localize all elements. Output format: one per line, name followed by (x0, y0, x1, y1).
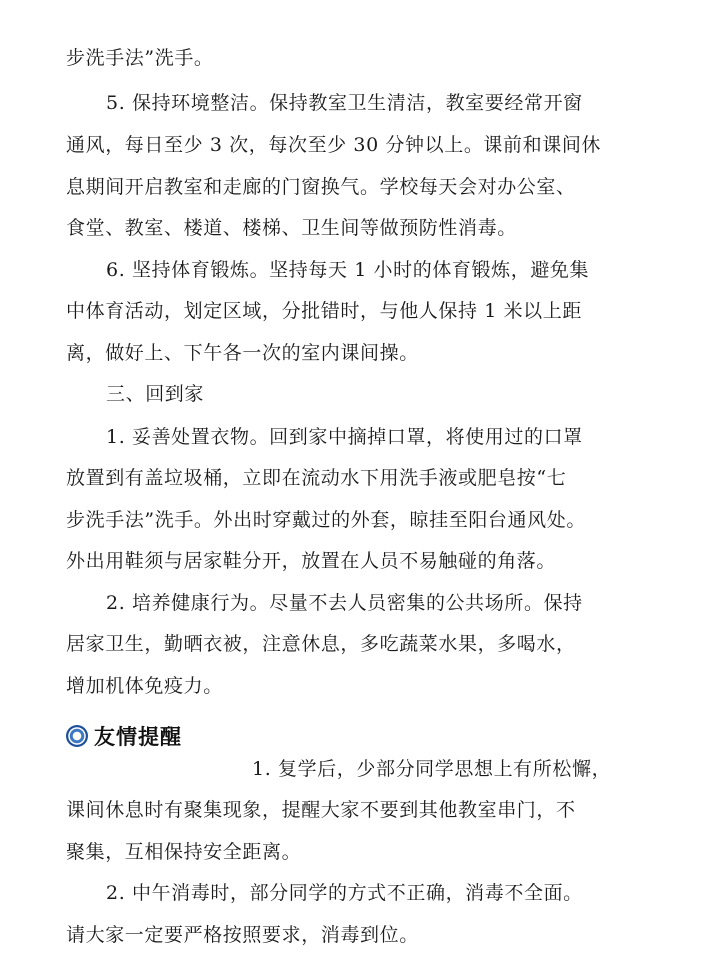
text-line: 1. 妥善处置衣物。回到家中摘掉口罩，将使用过的口罩 (106, 426, 583, 448)
text-line: 聚集，互相保持安全距离。 (66, 841, 302, 863)
text-line: 增加机体免疫力。 (66, 675, 223, 697)
text-line: 外出用鞋须与居家鞋分开，放置在人员不易触碰的角落。 (66, 550, 557, 572)
text-line: 食堂、教室、楼道、楼梯、卫生间等做预防性消毒。 (66, 217, 517, 239)
text-line: 离，做好上、下午各一次的室内课间操。 (66, 342, 419, 364)
text-line: 步洗手法”洗手。外出时穿戴过的外套，晾挂至阳台通风处。 (66, 509, 586, 531)
text-line: 5. 保持环境整洁。保持教室卫生清洁，教室要经常开窗 (106, 92, 583, 114)
text-line: 居家卫生，勤晒衣被，注意休息，多吃蔬菜水果，多喝水， (66, 633, 576, 655)
text-line: 放置到有盖垃圾桶，立即在流动水下用洗手液或肥皂按“七 (66, 467, 567, 489)
text-line: 通风，每日至少 3 次，每次至少 30 分钟以上。课前和课间休 (66, 134, 602, 156)
text-line: 2. 培养健康行为。尽量不去人员密集的公共场所。保持 (106, 592, 583, 614)
reminder-title: 友情提醒 (94, 725, 182, 749)
text-line: 息期间开启教室和走廊的门窗换气。学校每天会对办公室、 (66, 176, 576, 198)
text-line: 1. 复学后，少部分同学思想上有所松懈， (252, 758, 612, 780)
section-heading: 三、回到家 (106, 383, 205, 405)
text-line: 中体育活动，划定区域，分批错时，与他人保持 1 米以上距 (66, 300, 582, 322)
circle-bullet-icon (66, 725, 88, 747)
text-line: 6. 坚持体育锻炼。坚持每天 1 小时的体育锻炼，避免集 (106, 259, 590, 281)
reminder-heading (66, 719, 182, 753)
text-line: 2. 中午消毒时，部分同学的方式不正确，消毒不全面。 (106, 882, 583, 904)
text-line: 步洗手法”洗手。 (66, 47, 214, 69)
text-line: 请大家一定要严格按照要求，消毒到位。 (66, 924, 419, 946)
text-line: 课间休息时有聚集现象，提醒大家不要到其他教室串门，不 (66, 799, 576, 821)
